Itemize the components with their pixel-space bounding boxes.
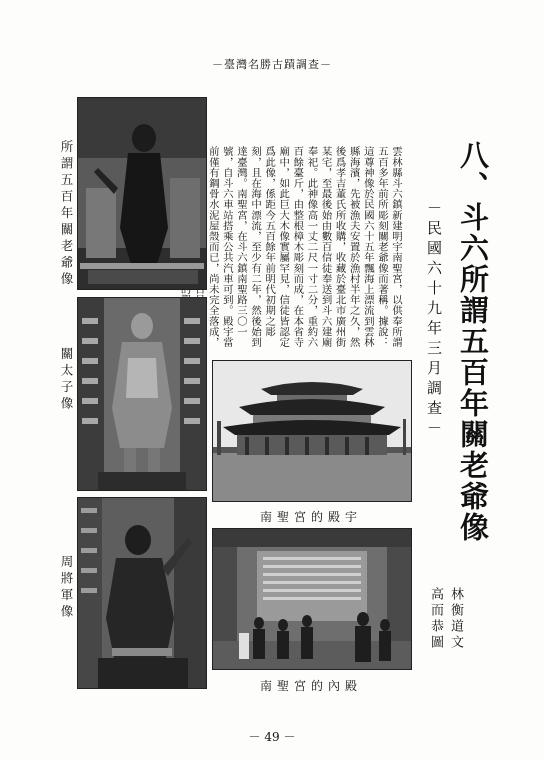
author-writer: 林衡道文 <box>448 587 463 651</box>
running-header: －臺灣名勝古蹟調查－ <box>212 58 332 71</box>
author-photographer: 高而恭圖 <box>428 587 443 651</box>
article-subtitle: －民國六十九年三月調查－ <box>425 200 443 440</box>
page-number: － 49 － <box>248 730 296 744</box>
photo-temple-interior <box>212 528 412 670</box>
caption-temple-exterior: 南聖宮的殿宇 <box>259 510 362 524</box>
caption-temple-interior: 南聖宮的內殿 <box>259 679 362 693</box>
photo-temple-exterior <box>212 360 412 502</box>
article-body: 雲林縣斗六鎮新建明宇南聖宮，以供奉所謂五百多年前所彫刻關老爺像而著稱。據說：這尊神像於民國六十五年飄海上漂流到雲林縣海濱，先被漁夫安置於漁村半年之久，然後爲孝吉董氏所收購，收藏於臺北市廣州街某宅，至最後始由數百信徒奉送到斗六建廟奉祀。此神像高一丈二尺一寸二分，重約六百餘臺斤，由整根樟木彫刻而成，在本省寺廟中，如此巨大木像實屬罕見，信徒皆認定爲此像，係距今五百餘年前明代初期之彫刻，且在海中漂流，至少有二年，然後始到達臺灣。南聖宮，在斗六鎮南聖路三〇一號，自斗六車站搭乘公共汽車可到。殿宇當前僅有鋼骨水泥屋殼而已，尚未完全落成， 參觀者，日見增多中， 鎮首一指的觀光勝地。 <box>178 146 402 348</box>
photo-guan-taizi-statue <box>77 297 207 491</box>
side-caption-guan-laoye: 所謂五百年關老爺像 <box>59 140 74 289</box>
article-title: 八、斗六所謂五百年關老爺像 <box>456 140 490 543</box>
side-caption-general-zhou: 周將軍像 <box>59 555 74 621</box>
photo-guan-laoye-statue <box>77 97 207 290</box>
photo-general-zhou-statue <box>77 497 207 689</box>
side-caption-guan-taizi: 關太子像 <box>59 347 74 413</box>
